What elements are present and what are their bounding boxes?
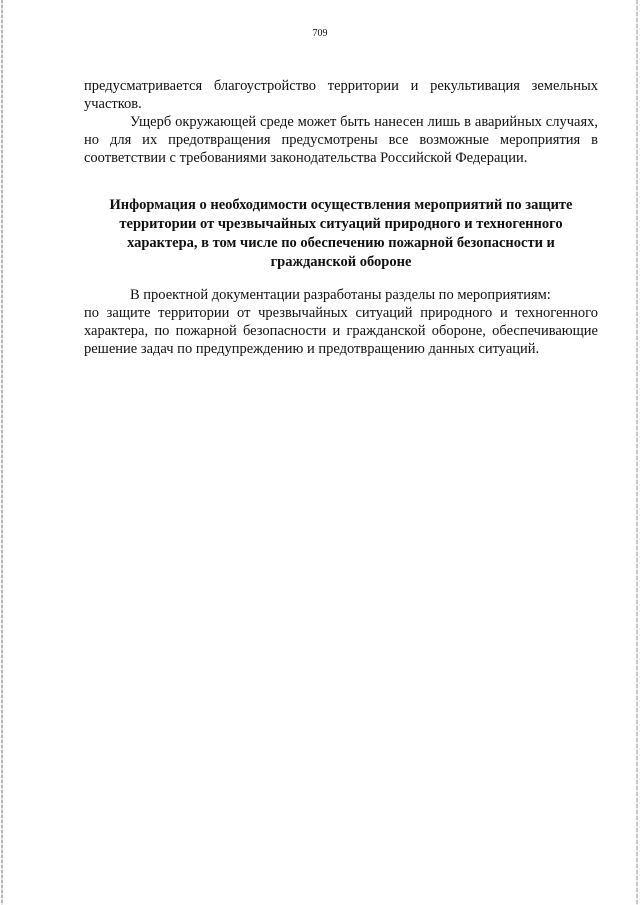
paragraph-text: по защите территории от чрезвычайных ситуаций природного и техногенного характера, по пожарной безопасности и гражданской обороне, обеспечивающие решение задач по предупреждению и предотвращению данных ситуаций.: [84, 305, 598, 357]
paragraph-text: Ущерб окружающей среде может быть нанесен лишь в аварийных случаях, но для их предотвращения предусмотрены все возможные мероприятия в соответствии с требованиями законодательства Российской Федерации.: [84, 114, 598, 166]
page-number: 709: [312, 28, 328, 39]
paragraph-project-sections: [84, 286, 598, 358]
paragraph-environmental-damage: [84, 113, 598, 167]
scan-left-edge: [1, 0, 3, 905]
scan-right-edge: [636, 0, 638, 905]
paragraph-text: предусматривается благоустройство территории и рекультивация земельных участков.: [84, 78, 598, 112]
paragraph-land-reclamation: [84, 77, 598, 113]
paragraph-intro: В проектной документации разработаны разделы по мероприятиям:: [130, 287, 551, 303]
section-heading: Информация о необходимости осуществления мероприятий по защите территории от чрезвычайных ситуаций природного и техногенного характера, в том числе по обеспечению пожарной безопасности и гражданской обороне: [109, 197, 573, 270]
